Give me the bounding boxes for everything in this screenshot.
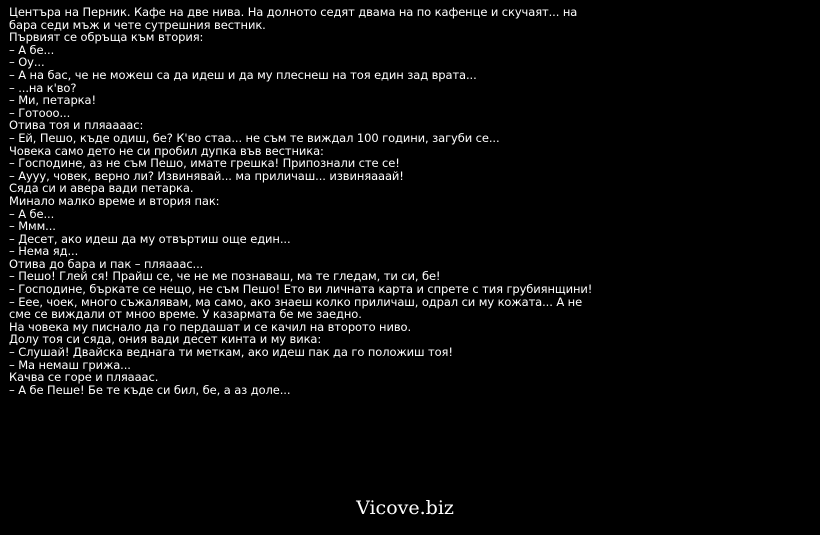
joke-line: Отива тоя и пляаааас:: [9, 118, 144, 133]
joke-line: – Господине, бъркате се нещо, не съм Пешо! Ето ви личната карта и спрете с тия грубиянщини!: [9, 282, 593, 297]
joke-line: На човека му писнало да го пердашат и се качил на второто ниво.: [9, 319, 412, 334]
joke-line: – Нема яд...: [9, 244, 79, 259]
joke-line: – Еее, чоек, много съжалявам, ма само, ако знаеш колко приличаш, одрал си му кожата... А не сме се виждали от мноо време. У казармата бе ме заедно.: [9, 294, 583, 322]
joke-line: – Пешо! Глей ся! Прайш се, че не ме познаваш, ма те гледам, ти си, бе!: [9, 269, 441, 284]
joke-line: – Ми, петарка!: [9, 93, 96, 108]
joke-line: – Оу...: [9, 55, 45, 70]
joke-line: – Ма немаш грижа...: [9, 357, 131, 372]
site-watermark: Vicove.biz: [356, 497, 454, 519]
joke-line: – Слушай! Двайска веднага ти меткам, ако идеш пак да го положиш тоя!: [9, 345, 453, 360]
joke-line: Първият се обръща към втория:: [9, 30, 204, 45]
joke-line: – Господине, аз не съм Пешо, имате грешка! Припознали сте се!: [9, 156, 400, 171]
joke-line: – Готооо...: [9, 105, 71, 120]
joke-line: Долу тоя си сяда, ония вади десет кинта и му вика:: [9, 332, 322, 347]
joke-line: – А бе...: [9, 42, 55, 57]
joke-line: – Ммм...: [9, 219, 56, 234]
joke-line: – А бе Пеше! Бе те къде си бил, бе, а аз доле...: [9, 382, 291, 397]
joke-line: – Аууу, човек, верно ли? Извинявай... ма приличаш... извиняааай!: [9, 168, 404, 183]
joke-line: – Ей, Пешо, къде одиш, бе? К'во стаа... не съм те виждал 100 години, загуби се...: [9, 130, 500, 145]
joke-line: Човека само дето не си пробил дупка във вестника:: [9, 143, 324, 158]
joke-line: – А на бас, че не можеш са да идеш и да му плеснеш на тоя един зад врата...: [9, 67, 477, 82]
joke-line: – ...на к'во?: [9, 80, 77, 95]
joke-line: Минало малко време и втория пак:: [9, 193, 220, 208]
joke-line: Центъра на Перник. Кафе на две нива. На долното седят двама на по кафенце и скучаят... на бара седи мъж и чете сутрешния вестник.: [9, 5, 578, 32]
joke-line: Сяда си и авера вади петарка.: [9, 181, 194, 196]
joke-line: Качва се горе и пляааас.: [9, 370, 159, 385]
joke-line: – Десет, ако идеш да му отвъртиш още един...: [9, 231, 291, 246]
joke-text: [9, 6, 599, 396]
joke-line: Отива до бара и пак – пляааас...: [9, 256, 204, 271]
joke-line: – А бе...: [9, 206, 55, 221]
